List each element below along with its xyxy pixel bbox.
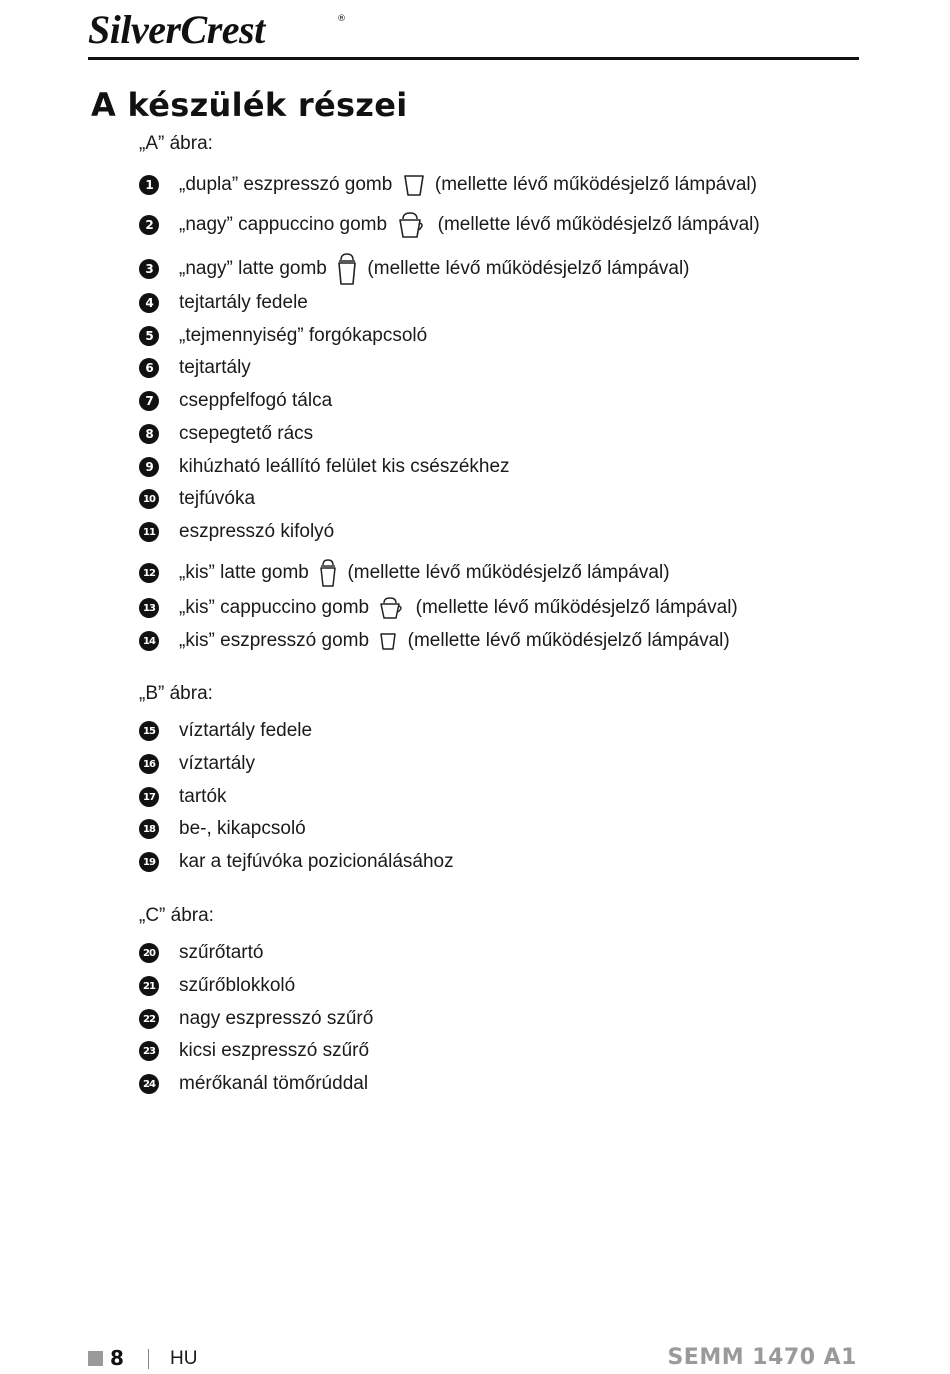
item-number: 16 bbox=[139, 754, 159, 774]
item-label: kihúzható leállító felület kis csészékhez bbox=[179, 456, 510, 477]
list-item bbox=[139, 454, 510, 480]
list-item bbox=[139, 816, 306, 842]
list-item bbox=[139, 973, 295, 999]
item-number: 19 bbox=[139, 852, 159, 872]
list-item bbox=[139, 486, 255, 512]
list-item bbox=[139, 256, 690, 282]
item-number: 8 bbox=[139, 424, 159, 444]
list-item bbox=[139, 355, 251, 381]
footer-marker bbox=[88, 1351, 103, 1366]
list-item bbox=[139, 595, 738, 621]
model-number: SEMM 1470 A1 bbox=[667, 1345, 857, 1370]
small-cappuccino-cup-icon bbox=[379, 596, 405, 620]
language-code: HU bbox=[170, 1348, 198, 1369]
item-number: 9 bbox=[139, 457, 159, 477]
list-item bbox=[139, 1071, 368, 1097]
item-label: „nagy” latte gomb bbox=[179, 258, 327, 280]
list-item bbox=[139, 421, 313, 447]
list-item bbox=[139, 784, 227, 810]
figure-c-label: „C” ábra: bbox=[139, 905, 214, 926]
list-item bbox=[139, 519, 334, 545]
item-number: 17 bbox=[139, 787, 159, 807]
item-label: „kis” eszpresszó gomb bbox=[179, 630, 370, 651]
small-latte-glass-icon bbox=[319, 558, 337, 588]
footer-divider bbox=[148, 1349, 149, 1369]
item-label: „nagy” cappuccino gomb bbox=[179, 214, 388, 236]
item-label: mérőkanál tömőrúddal bbox=[179, 1073, 369, 1094]
list-item bbox=[139, 1006, 373, 1032]
item-number: 13 bbox=[139, 598, 159, 618]
item-number: 10 bbox=[139, 489, 159, 509]
item-number: 6 bbox=[139, 358, 159, 378]
list-item bbox=[139, 628, 730, 654]
item-number: 2 bbox=[139, 215, 159, 235]
item-number: 3 bbox=[139, 259, 159, 279]
item-number: 1 bbox=[139, 175, 159, 195]
item-number: 14 bbox=[139, 631, 159, 651]
header-rule bbox=[88, 57, 859, 60]
list-item bbox=[139, 560, 670, 586]
item-number: 11 bbox=[139, 522, 159, 542]
list-item bbox=[139, 940, 263, 966]
figure-a-label: „A” ábra: bbox=[139, 133, 213, 154]
small-espresso-cup-icon bbox=[379, 631, 397, 651]
item-suffix: (mellette lévő működésjelző lámpával) bbox=[415, 597, 738, 619]
list-item bbox=[139, 290, 308, 316]
item-label: tejtartály fedele bbox=[179, 292, 308, 313]
item-label: kar a tejfúvóka pozicionálásához bbox=[179, 851, 454, 872]
item-label: szűrőblokkoló bbox=[179, 975, 296, 996]
item-number: 24 bbox=[139, 1074, 159, 1094]
item-label: „tejmennyiség” forgókapcsoló bbox=[179, 325, 428, 346]
item-suffix: (mellette lévő működésjelző lámpával) bbox=[407, 630, 730, 651]
item-number: 7 bbox=[139, 391, 159, 411]
item-label: „dupla” eszpresszó gomb bbox=[179, 174, 393, 196]
item-number: 12 bbox=[139, 563, 159, 583]
item-suffix: (mellette lévő működésjelző lámpával) bbox=[367, 258, 690, 280]
brand-logo: SilverCrest bbox=[88, 7, 265, 52]
large-cappuccino-cup-icon bbox=[397, 210, 427, 240]
item-number: 15 bbox=[139, 721, 159, 741]
item-label: be-, kikapcsoló bbox=[179, 818, 306, 839]
large-latte-glass-icon bbox=[337, 252, 357, 286]
registered-mark: ® bbox=[337, 14, 346, 24]
item-label: csepegtető rács bbox=[179, 423, 314, 444]
item-suffix: (mellette lévő működésjelző lámpával) bbox=[434, 174, 757, 196]
item-number: 22 bbox=[139, 1009, 159, 1029]
item-label: kicsi eszpresszó szűrő bbox=[179, 1040, 370, 1061]
list-item bbox=[139, 323, 427, 349]
item-label: „kis” cappuccino gomb bbox=[179, 597, 370, 619]
list-item bbox=[139, 718, 312, 744]
item-number: 21 bbox=[139, 976, 159, 996]
page-number: 8 bbox=[110, 1346, 124, 1370]
item-suffix: (mellette lévő működésjelző lámpával) bbox=[437, 214, 760, 236]
list-item bbox=[139, 212, 760, 238]
item-number: 4 bbox=[139, 293, 159, 313]
item-label: tejfúvóka bbox=[179, 488, 256, 509]
item-label: szűrőtartó bbox=[179, 942, 264, 963]
item-number: 5 bbox=[139, 326, 159, 346]
item-number: 23 bbox=[139, 1041, 159, 1061]
item-label: „kis” latte gomb bbox=[179, 562, 309, 584]
figure-b-label: „B” ábra: bbox=[139, 683, 213, 704]
item-number: 18 bbox=[139, 819, 159, 839]
page-title: A készülék részei bbox=[91, 86, 408, 124]
list-item bbox=[139, 172, 757, 198]
item-label: víztartály fedele bbox=[179, 720, 313, 741]
item-label: nagy eszpresszó szűrő bbox=[179, 1008, 374, 1029]
list-item bbox=[139, 751, 255, 777]
item-label: tartók bbox=[179, 786, 227, 807]
item-number: 20 bbox=[139, 943, 159, 963]
item-label: víztartály bbox=[179, 753, 256, 774]
item-suffix: (mellette lévő működésjelző lámpával) bbox=[347, 562, 670, 584]
list-item bbox=[139, 1038, 369, 1064]
item-label: tejtartály bbox=[179, 357, 251, 378]
double-espresso-cup-icon bbox=[403, 173, 425, 197]
item-label: eszpresszó kifolyó bbox=[179, 521, 335, 542]
list-item bbox=[139, 388, 332, 414]
item-label: cseppfelfogó tálca bbox=[179, 390, 333, 411]
list-item bbox=[139, 849, 454, 875]
